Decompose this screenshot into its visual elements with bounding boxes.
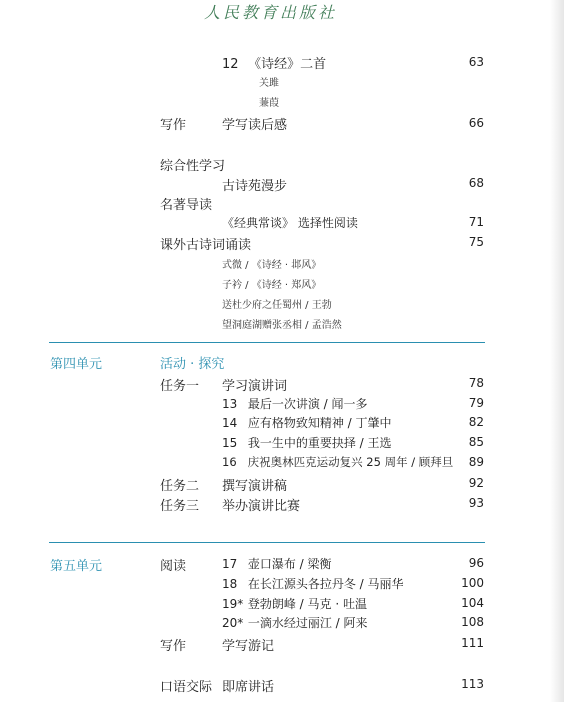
- toc-entry-lesson-16[interactable]: [222, 454, 453, 470]
- task-label: 任务一: [160, 379, 200, 394]
- page-number: 85: [468, 435, 484, 449]
- page-number: 75: [468, 235, 484, 249]
- page-number: 71: [468, 215, 484, 229]
- page-edge-shadow: [550, 0, 564, 702]
- toc-entry-lesson-12[interactable]: [222, 53, 326, 72]
- unit-4-title: 活动 · 探究: [160, 357, 225, 372]
- toc-entry-lesson-18[interactable]: [222, 575, 404, 592]
- poem-title: 关雎: [259, 78, 279, 89]
- page-number: 104: [461, 596, 484, 610]
- lesson-title: 我一生中的重要抉择 / 王选: [247, 436, 392, 450]
- poem-title: 蒹葭: [259, 98, 279, 109]
- lesson-number: 18: [222, 577, 238, 591]
- unit-5-label: 第五单元: [50, 559, 103, 574]
- section-label-writing: 写作: [160, 118, 187, 133]
- page-number: 100: [461, 576, 484, 590]
- toc-entry-task-2[interactable]: 撰写演讲稿: [222, 479, 288, 494]
- lesson-number: 17: [222, 557, 238, 571]
- toc-entry-lesson-15[interactable]: [222, 434, 392, 451]
- unit-4-label: 第四单元: [50, 357, 103, 372]
- publisher-logo: 人民教育出版社: [204, 3, 338, 22]
- recite-item: 子衿 / 《诗经 · 郑风》: [222, 280, 322, 291]
- unit-divider: [49, 542, 485, 543]
- page-number: 93: [468, 496, 484, 510]
- page-number: 78: [468, 376, 484, 390]
- lesson-number: 14: [222, 416, 238, 430]
- page-number: 92: [468, 476, 484, 490]
- lesson-number: 15: [222, 436, 238, 450]
- toc-entry-writing[interactable]: 学写读后感: [222, 118, 288, 133]
- section-label-comprehensive: 综合性学习: [160, 159, 226, 174]
- page-number: 96: [468, 556, 484, 570]
- page-number: 68: [468, 176, 484, 190]
- toc-entry-oral[interactable]: 即席讲话: [222, 680, 275, 695]
- page-number: 82: [468, 415, 484, 429]
- lesson-title: 最后一次讲演 / 闻一多: [247, 397, 368, 411]
- toc-entry-task-1[interactable]: 学习演讲词: [222, 379, 288, 394]
- lesson-number: 12: [222, 57, 239, 72]
- toc-entry-lesson-20[interactable]: [222, 614, 368, 631]
- page-number: 111: [461, 636, 484, 650]
- toc-entry-lesson-13[interactable]: [222, 395, 368, 412]
- recite-item: 望洞庭湖赠张丞相 / 孟浩然: [222, 320, 342, 331]
- recite-item: 式微 / 《诗经 · 邶风》: [222, 260, 322, 271]
- lesson-number: 20*: [222, 616, 244, 630]
- page-number: 89: [468, 455, 484, 469]
- lesson-number: 19*: [222, 597, 244, 611]
- toc-entry-writing[interactable]: 学写游记: [222, 639, 275, 654]
- task-label: 任务二: [160, 479, 200, 494]
- page-number: 79: [468, 396, 484, 410]
- toc-entry-task-3[interactable]: 举办演讲比赛: [222, 499, 301, 514]
- section-label-recite[interactable]: 课外古诗词诵读: [160, 238, 252, 253]
- lesson-title: 应有格物致知精神 / 丁肇中: [247, 416, 392, 430]
- lesson-number: 16: [222, 455, 237, 469]
- unit-divider: [49, 342, 485, 343]
- lesson-number: 13: [222, 397, 238, 411]
- page-number: 108: [461, 615, 484, 629]
- page-number: 113: [461, 677, 484, 691]
- page-number: 63: [468, 55, 484, 69]
- toc-entry-classic-reading[interactable]: 《经典常谈》 选择性阅读: [222, 216, 358, 230]
- lesson-title: 《诗经》二首: [248, 57, 327, 72]
- lesson-title: 壶口瀑布 / 梁衡: [247, 557, 332, 571]
- toc-entry-lesson-19[interactable]: [222, 595, 367, 612]
- page-number: 66: [468, 116, 484, 130]
- lesson-title: 庆祝奥林匹克运动复兴 25 周年 / 顾拜旦: [247, 455, 454, 469]
- recite-item: 送杜少府之任蜀州 / 王勃: [222, 300, 332, 311]
- section-label-reading: 阅读: [160, 559, 187, 574]
- lesson-title: 在长江源头各拉丹冬 / 马丽华: [247, 577, 404, 591]
- section-label-reading: 名著导读: [160, 198, 213, 213]
- lesson-title: 一滴水经过丽江 / 阿来: [247, 616, 368, 630]
- task-label: 任务三: [160, 499, 200, 514]
- toc-entry-lesson-17[interactable]: [222, 555, 332, 572]
- section-label-oral: 口语交际: [160, 680, 213, 695]
- toc-entry-lesson-14[interactable]: [222, 414, 392, 431]
- section-label-writing: 写作: [160, 639, 187, 654]
- toc-entry-comprehensive[interactable]: 古诗苑漫步: [222, 179, 288, 194]
- lesson-title: 登勃朗峰 / 马克 · 吐温: [247, 597, 367, 611]
